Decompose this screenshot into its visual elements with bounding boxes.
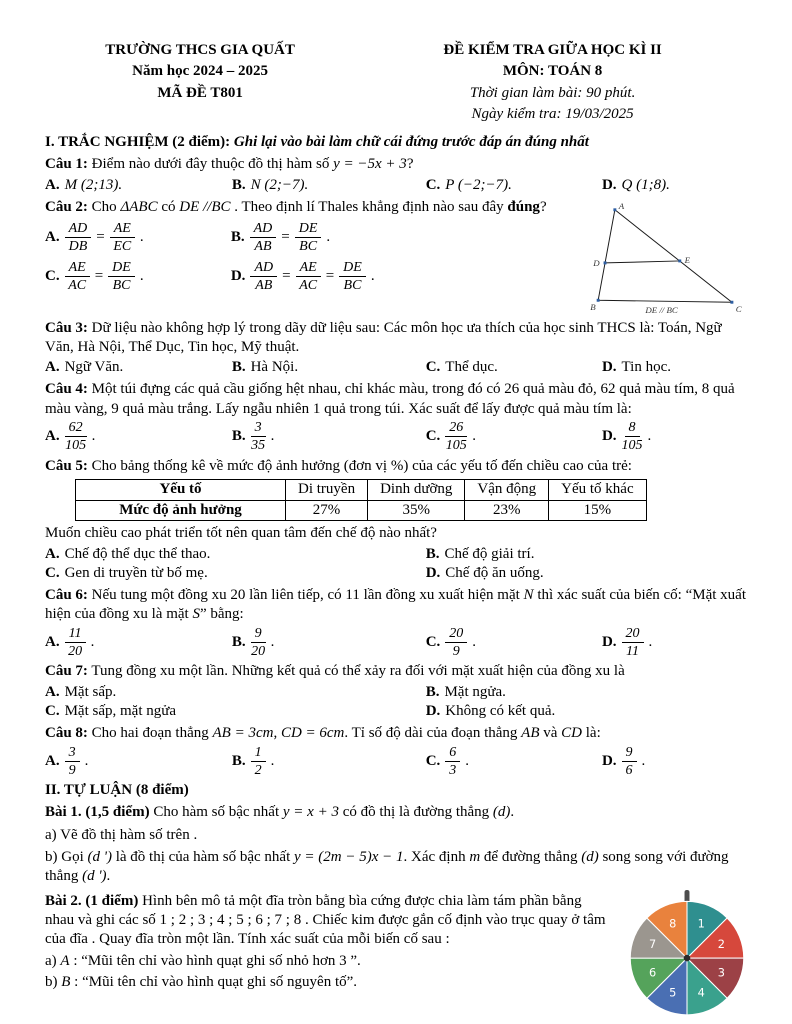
question-8 bbox=[45, 724, 750, 778]
question-5-question: Muốn chiều cao phát triển tốt nên quan tâm đến chế độ nào nhất? bbox=[45, 525, 437, 542]
spinner-figure bbox=[624, 890, 750, 1020]
question-4 bbox=[45, 380, 750, 453]
vertex-label-d: D bbox=[593, 257, 600, 268]
option-a: A. Mặt sấp. bbox=[45, 683, 117, 700]
figure-caption: DE // BC bbox=[645, 304, 678, 315]
school-name: TRƯỜNG THCS GIA QUẤT bbox=[105, 42, 295, 58]
option-d: D. Chế độ ăn uống. bbox=[425, 564, 544, 581]
table-cell: Yếu tố bbox=[76, 479, 286, 500]
problem-1-part-a: a) Vẽ đồ thị hàm số trên . bbox=[45, 826, 198, 843]
point-a bbox=[613, 208, 616, 211]
vertex-label-b: B bbox=[590, 301, 596, 312]
triangle-figure bbox=[582, 198, 750, 316]
table-cell: 23% bbox=[465, 500, 549, 521]
stats-table bbox=[75, 479, 647, 522]
fraction: $\frac{9}{6}$ bbox=[622, 745, 637, 778]
fraction: $\frac{62}{105}$ bbox=[65, 420, 87, 454]
problem-2-part-b: b) B : “Mũi tên chỉ vào hình quạt ghi số nguyên tố”. bbox=[45, 973, 358, 990]
spinner-number-2: 2 bbox=[717, 936, 725, 951]
header-left bbox=[45, 40, 355, 125]
problem-2-body bbox=[45, 890, 624, 992]
table-cell: 35% bbox=[368, 500, 465, 521]
option-b: B. $\frac{AD}{AB}$ = $\frac{DE}{BC}$ . bbox=[230, 220, 331, 255]
spinner-number-5: 5 bbox=[669, 985, 677, 1000]
question-3-text: Câu 3: Dữ liệu nào không hợp lý trong dãy dữ liệu sau: Các môn học ưa thích của học sinh THCS là: Toán, Ngữ Văn, Hà Nội, Thể Dục, Tin học, Mỹ thuật. bbox=[45, 319, 722, 355]
problem-1-part-b: b) Gọi (d ') là đồ thị của hàm số bậc nhất y = (2m − 5)x − 1. Xác định m để đường thẳng (d) song song với đường thẳng (d '). bbox=[45, 848, 729, 884]
problem-1-text: Bài 1. (1,5 điểm) Cho hàm số bậc nhất y = x + 3 có đồ thị là đường thẳng (d). bbox=[45, 804, 515, 821]
fraction: $\frac{DE}{BC}$ bbox=[108, 260, 135, 293]
problem-1 bbox=[45, 803, 750, 886]
question-1-options bbox=[45, 176, 750, 195]
vertex-label-c: C bbox=[735, 303, 742, 314]
question-7-options bbox=[45, 683, 750, 721]
fraction: $\frac{11}{20}$ bbox=[65, 626, 86, 659]
option-a: A. $\frac{AD}{DB}$ = $\frac{AE}{EC}$ . bbox=[45, 220, 144, 255]
option-c: C. Mặt sấp, mặt ngửa bbox=[45, 702, 177, 719]
exam-subject: MÔN: TOÁN 8 bbox=[502, 63, 603, 80]
exam-date: Ngày kiểm tra: 19/03/2025 bbox=[471, 105, 634, 122]
section-2-heading: II. TỰ LUẬN (8 điểm) bbox=[45, 782, 189, 799]
question-8-options bbox=[45, 744, 750, 778]
point-d bbox=[604, 261, 607, 264]
option-a: A. $\frac{11}{20}$ . bbox=[45, 625, 95, 659]
option-b: B. $\frac{3}{35}$ . bbox=[231, 420, 275, 454]
question-5-options bbox=[45, 545, 750, 583]
fraction: $\frac{AD}{DB}$ bbox=[65, 221, 92, 254]
option-b: B. N (2;−7). bbox=[231, 176, 309, 193]
option-c: C. $\frac{AE}{AC}$ = $\frac{DE}{BC}$ . bbox=[45, 260, 144, 294]
exam-duration: Thời gian làm bài: 90 phút. bbox=[469, 84, 636, 101]
option-c: C. $\frac{6}{3}$ . bbox=[425, 744, 470, 778]
table-cell: Vận động bbox=[465, 479, 549, 500]
fraction: $\frac{8}{105}$ bbox=[621, 420, 643, 454]
vertex-label-e: E bbox=[684, 254, 691, 265]
option-d: D. Q (1;8). bbox=[601, 176, 670, 193]
school-year: Năm học 2024 – 2025 bbox=[132, 63, 268, 80]
option-a: A. M (2;13). bbox=[45, 176, 123, 193]
fraction: $\frac{1}{2}$ bbox=[251, 745, 266, 778]
table-cell: Mức độ ảnh hưởng bbox=[76, 500, 286, 521]
option-c: C. $\frac{26}{105}$ . bbox=[425, 420, 477, 454]
option-d: D. $\frac{AD}{AB}$ = $\frac{AE}{AC}$ = $\frac{DE}{BC}$ . bbox=[230, 260, 375, 294]
option-c: C. $\frac{20}{9}$ . bbox=[425, 625, 477, 659]
option-c: C. Gen di truyền từ bố mẹ. bbox=[45, 564, 208, 581]
question-5 bbox=[45, 457, 750, 583]
spinner-number-4: 4 bbox=[697, 985, 705, 1000]
problem-2-part-a: a) A : “Mũi tên chỉ vào hình quạt ghi số nhỏ hơn 3 ”. bbox=[45, 952, 361, 969]
spinner-number-8: 8 bbox=[669, 916, 677, 931]
fraction: $\frac{3}{35}$ bbox=[251, 420, 266, 454]
fraction: $\frac{3}{9}$ bbox=[65, 745, 80, 778]
fraction: $\frac{AD}{AB}$ bbox=[250, 221, 277, 254]
table-value-row bbox=[76, 500, 647, 521]
fraction: $\frac{9}{20}$ bbox=[251, 625, 266, 659]
question-1 bbox=[45, 155, 750, 194]
fraction: $\frac{6}{3}$ bbox=[445, 745, 460, 778]
table-cell: Dinh dưỡng bbox=[368, 479, 465, 500]
spinner-number-6: 6 bbox=[649, 965, 657, 980]
option-a: A. $\frac{3}{9}$ . bbox=[45, 744, 89, 778]
question-2-text: Câu 2: Cho ΔABC có DE //BC . Theo định lí Thales khẳng định nào sau đây đúng? bbox=[45, 198, 547, 215]
fraction: $\frac{AE}{EC}$ bbox=[110, 221, 135, 254]
option-d: D. Không có kết quả. bbox=[425, 702, 556, 719]
spinner-number-7: 7 bbox=[649, 936, 657, 951]
option-d: D. $\frac{20}{11}$ . bbox=[601, 625, 653, 659]
question-2-body bbox=[45, 198, 582, 294]
table-cell: 27% bbox=[286, 500, 368, 521]
section-1-heading bbox=[45, 133, 750, 152]
table-header-row bbox=[76, 479, 647, 500]
segment-de bbox=[605, 261, 680, 263]
question-6-options bbox=[45, 625, 750, 659]
option-c: C. P (−2;−7). bbox=[425, 176, 512, 193]
question-6-text: Câu 6: Nếu tung một đồng xu 20 lần liên tiếp, có 11 lần đồng xu xuất hiện mặt N thì xác suất của biến cố: “Mặt xuất hiện của đồng xu là mặt S” bằng: bbox=[45, 587, 746, 623]
question-7 bbox=[45, 662, 750, 721]
question-4-options bbox=[45, 420, 750, 454]
spinner-center-pin bbox=[684, 955, 691, 962]
fraction: $\frac{DE}{BC}$ bbox=[295, 221, 322, 254]
option-b: B. Mặt ngửa. bbox=[425, 683, 506, 700]
table-cell: 15% bbox=[549, 500, 646, 521]
table-cell: Yếu tố khác bbox=[549, 479, 646, 500]
exam-header bbox=[45, 40, 750, 125]
question-3-options bbox=[45, 358, 750, 377]
table-cell: Di truyền bbox=[286, 479, 368, 500]
option-c: C. Thể dục. bbox=[425, 359, 498, 376]
fraction: $\frac{AE}{AC}$ bbox=[65, 260, 90, 293]
fraction: $\frac{AD}{AB}$ bbox=[250, 260, 277, 293]
triangle-outline bbox=[598, 210, 732, 302]
option-b: B. Chế độ giải trí. bbox=[425, 545, 535, 562]
fraction: $\frac{20}{11}$ bbox=[622, 626, 644, 659]
section-1-title: I. TRẮC NGHIỆM (2 điểm): bbox=[45, 134, 231, 151]
question-6 bbox=[45, 586, 750, 659]
vertex-label-a: A bbox=[618, 200, 625, 211]
option-b: B. $\frac{1}{2}$ . bbox=[231, 744, 275, 778]
question-7-text: Câu 7: Tung đồng xu một lần. Những kết quả có thể xảy ra đối với mặt xuất hiện của đồng xu là bbox=[45, 663, 625, 680]
option-a: A. Chế độ thể dục thể thao. bbox=[45, 545, 211, 562]
option-a: A. Ngữ Văn. bbox=[45, 359, 124, 376]
question-1-text: Câu 1: Điểm nào dưới đây thuộc đồ thị hàm số y = −5x + 3? bbox=[45, 156, 414, 173]
question-3 bbox=[45, 319, 750, 378]
option-d: D. Tin học. bbox=[601, 359, 671, 376]
question-4-text: Câu 4: Một túi đựng các quả cầu giống hệt nhau, chỉ khác màu, trong đó có 26 quả màu đỏ, 62 quả màu tím, 8 quả màu vàng, 9 quả màu trắng. Lấy ngẫu nhiên 1 quả trong túi. Xác suất để lấy được quả màu tím là: bbox=[45, 381, 735, 417]
question-2 bbox=[45, 198, 750, 316]
option-b: B. $\frac{9}{20}$ . bbox=[231, 625, 275, 659]
fraction: $\frac{26}{105}$ bbox=[445, 420, 467, 454]
problem-2 bbox=[45, 890, 750, 1020]
option-d: D. $\frac{8}{105}$ . bbox=[601, 420, 652, 454]
point-e bbox=[678, 259, 681, 262]
option-d: D. $\frac{9}{6}$ . bbox=[601, 744, 646, 778]
question-2-options bbox=[45, 221, 576, 293]
spinner-number-3: 3 bbox=[717, 965, 725, 980]
question-5-text: Câu 5: Cho bảng thống kê về mức độ ảnh hưởng (đơn vị %) của các yếu tố đến chiều cao của trẻ: bbox=[45, 457, 632, 474]
option-a: A. $\frac{62}{105}$ . bbox=[45, 420, 96, 454]
fraction: $\frac{DE}{BC}$ bbox=[339, 260, 366, 293]
header-right bbox=[355, 40, 750, 125]
option-b: B. Hà Nội. bbox=[231, 359, 299, 376]
point-b bbox=[597, 299, 600, 302]
spinner-number-1: 1 bbox=[697, 916, 705, 931]
exam-title: ĐỀ KIỂM TRA GIỮA HỌC KÌ II bbox=[443, 42, 662, 58]
point-c bbox=[730, 301, 733, 304]
exam-code: MÃ ĐỀ T801 bbox=[157, 84, 243, 101]
section-1-subtitle: Ghi lại vào bài làm chữ cái đứng trước đáp án đúng nhất bbox=[233, 134, 589, 151]
fraction: $\frac{20}{9}$ bbox=[445, 626, 467, 659]
fraction: $\frac{AE}{AC}$ bbox=[296, 260, 321, 293]
question-8-text: Câu 8: Cho hai đoạn thẳng AB = 3cm, CD = 6cm. Tỉ số độ dài của đoạn thẳng AB và CD là: bbox=[45, 724, 601, 741]
problem-2-text: Bài 2. (1 điểm) Hình bên mô tả một đĩa tròn bằng bìa cứng được chia làm tám phần bằng nhau và ghi các số 1 ; 2 ; 3 ; 4 ; 5 ; 6 ; 7 ; 8 . Chiếc kim được gắn cố định vào trục quay ở tâm của đĩa . Quay đĩa tròn một lần. Tính xác suất của mỗi biến cố sau : bbox=[45, 893, 606, 948]
